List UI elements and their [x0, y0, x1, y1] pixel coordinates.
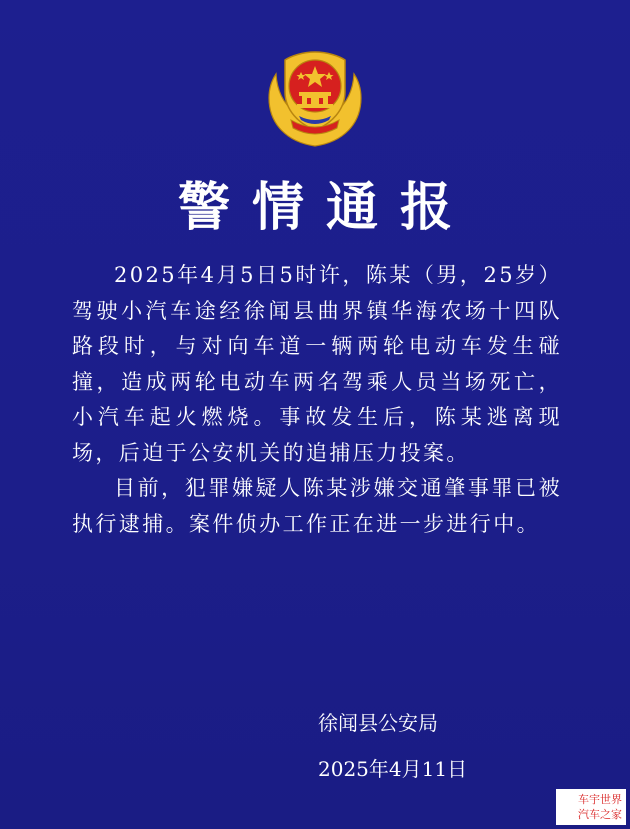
notice-paragraph-1: 2025年4月5日5时许，陈某（男，25岁）驾驶小汽车途经徐闻县曲界镇华海农场十四队路段时，与对向车道一辆两轮电动车发生碰撞，造成两轮电动车两名驾乘人员当场死亡，小汽车起火燃烧。事故发生后，陈某逃离现场，后迫于公安机关的追捕压力投案。 — [72, 263, 562, 465]
notice-signature — [318, 700, 518, 792]
notice-paragraph-2: 目前，犯罪嫌疑人陈某涉嫌交通肇事罪已被执行逮捕。案件侦办工作正在进一步进行中。 — [72, 476, 562, 536]
police-emblem-icon — [265, 46, 365, 150]
notice-title: 警情通报 — [177, 178, 474, 238]
watermark-line-2: 汽车之家 — [578, 808, 622, 821]
issue-date: 2025年4月11日 — [318, 757, 468, 781]
watermark-badge — [556, 789, 626, 825]
watermark-line-1: 车宇世界 — [578, 793, 622, 806]
notice-body — [72, 258, 562, 542]
issuer-name: 徐闻县公安局 — [318, 711, 438, 735]
